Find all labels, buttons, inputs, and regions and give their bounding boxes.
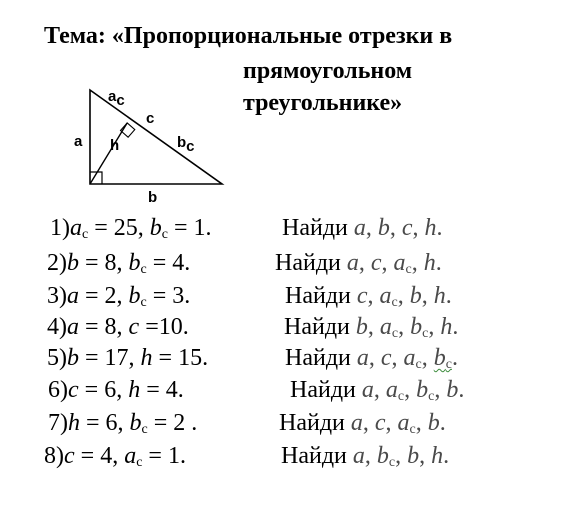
find-var-letter: c	[356, 283, 368, 309]
find-var-letter: a	[361, 377, 374, 403]
find-var-letter: c	[370, 250, 382, 276]
find-var	[434, 283, 446, 309]
find-var	[351, 410, 363, 436]
given-value: = 4.	[146, 250, 191, 276]
find-separator: ,	[421, 283, 434, 309]
find-var	[357, 345, 369, 371]
find-var-letter: b	[355, 314, 368, 340]
find-vars	[347, 250, 442, 276]
find-var-letter: b	[433, 345, 446, 371]
find-var-letter: a	[385, 377, 398, 403]
find-var	[431, 443, 443, 469]
given-var-letter: b	[67, 345, 79, 371]
find-word: Найди	[281, 443, 353, 469]
find-separator: ,	[381, 250, 394, 276]
find-var	[410, 283, 422, 309]
find-var-letter: b	[376, 443, 389, 469]
find-var-subscript: c	[409, 422, 416, 437]
find-vars	[362, 377, 464, 403]
given-value: = 17,	[79, 345, 141, 371]
find-var-subscript: c	[422, 326, 429, 341]
given-value: = 8,	[79, 250, 129, 276]
find-var	[440, 314, 452, 340]
find-separator: ,	[368, 345, 381, 371]
find-separator: ,	[367, 283, 380, 309]
given-var-letter: c	[64, 443, 75, 469]
problem-number: 2)	[47, 250, 67, 276]
find-var	[407, 443, 419, 469]
find-var-subscript: c	[388, 455, 396, 470]
given-var	[130, 410, 148, 436]
find-vars	[354, 215, 443, 241]
find-vars	[357, 283, 452, 309]
find-separator: ,	[411, 250, 424, 276]
find-var	[362, 377, 374, 403]
find-separator: ,	[385, 410, 398, 436]
given-var	[128, 377, 140, 403]
find-separator: ,	[358, 250, 371, 276]
given-var	[67, 283, 79, 309]
given-var	[67, 314, 79, 340]
given-value: = 6,	[80, 410, 130, 436]
problem-number: 1)	[50, 215, 70, 241]
given-var	[129, 314, 140, 340]
find-var-letter: b	[377, 215, 390, 241]
find-var-letter: a	[352, 443, 365, 469]
find-word: Найди	[284, 314, 356, 340]
find-var-subscript: c	[405, 262, 412, 277]
label-ac: ac	[108, 88, 125, 109]
given-var	[124, 443, 142, 469]
given-var	[129, 250, 147, 276]
given-var	[64, 443, 75, 469]
find-var	[377, 443, 395, 469]
find-separator: ,	[364, 443, 377, 469]
given-var-letter: a	[70, 215, 82, 241]
find-var-letter: h	[431, 443, 444, 469]
find-word: Найди	[290, 377, 362, 403]
find-var	[434, 345, 452, 371]
find-separator: ,	[367, 314, 380, 340]
problem-number: 4)	[47, 314, 67, 340]
find-var-letter: b	[407, 443, 420, 469]
find-word: Найди	[285, 283, 357, 309]
label-c: c	[146, 110, 155, 127]
given-var-subscript: c	[140, 262, 147, 277]
given-var-letter: b	[67, 250, 79, 276]
given-value: =10.	[139, 314, 189, 340]
find-var-letter: a	[397, 410, 410, 436]
find-separator: ,	[395, 443, 408, 469]
find-var	[416, 377, 434, 403]
find-var-subscript: c	[428, 389, 435, 404]
find-var	[357, 283, 368, 309]
given-var	[70, 215, 88, 241]
title-line-2: прямоугольном	[243, 58, 413, 84]
problem-number: 3)	[47, 283, 67, 309]
find-part	[285, 344, 458, 372]
given-var-subscript: c	[141, 422, 148, 437]
problem-number: 6)	[48, 377, 68, 403]
problem-5	[47, 344, 458, 372]
find-vars	[356, 314, 458, 340]
find-var	[375, 410, 386, 436]
find-separator: .	[452, 314, 459, 340]
find-vars	[357, 345, 458, 371]
right-triangle-figure	[70, 80, 230, 205]
find-separator: ,	[389, 215, 402, 241]
label-bc: bc	[177, 134, 195, 155]
problem-6	[48, 376, 465, 404]
find-word: Найди	[285, 345, 357, 371]
find-separator: ,	[397, 283, 410, 309]
find-separator: ,	[362, 410, 375, 436]
find-part	[284, 313, 458, 341]
problem-1	[50, 214, 443, 242]
given-var-letter: h	[68, 410, 80, 436]
find-var-letter: b	[446, 377, 459, 403]
find-word: Найди	[282, 215, 354, 241]
find-var-subscript: c	[397, 389, 405, 404]
given-value: = 6,	[78, 377, 129, 403]
find-var-letter: a	[379, 314, 392, 340]
find-var-letter: a	[353, 215, 366, 241]
find-var	[404, 345, 422, 371]
find-var	[378, 215, 390, 241]
find-separator: .	[445, 283, 452, 309]
given-var-letter: b	[128, 283, 141, 309]
given-value: = 2,	[79, 283, 129, 309]
find-var	[386, 377, 404, 403]
find-var-subscript: c	[391, 295, 398, 310]
given-var	[67, 250, 79, 276]
find-word: Найди	[279, 410, 351, 436]
find-separator: ,	[391, 345, 404, 371]
problem-4	[47, 313, 459, 341]
find-part	[282, 214, 443, 242]
problem-3	[47, 282, 452, 310]
given-value: = 15.	[152, 345, 209, 371]
find-separator: .	[451, 345, 458, 371]
find-part	[279, 409, 446, 437]
find-var-letter: b	[427, 410, 440, 436]
find-var	[347, 250, 359, 276]
find-var	[402, 215, 413, 241]
given-var	[141, 345, 153, 371]
problem-number: 5)	[47, 345, 67, 371]
label-h: h	[110, 137, 120, 154]
find-separator: .	[458, 377, 465, 403]
find-separator: ,	[373, 377, 386, 403]
problem-7	[48, 409, 446, 437]
problem-number: 8)	[44, 443, 64, 469]
find-part	[275, 249, 442, 277]
title-line-3: треугольнике»	[243, 90, 403, 116]
find-var-letter: a	[350, 410, 363, 436]
find-separator: ,	[412, 215, 425, 241]
given-value: = 2 .	[147, 410, 198, 436]
label-b: b	[148, 189, 158, 206]
find-separator: ,	[428, 314, 441, 340]
given-var-letter: c	[128, 314, 140, 340]
given-var-letter: a	[67, 283, 79, 309]
given-value: = 25,	[88, 215, 150, 241]
given-value: = 8,	[79, 314, 129, 340]
find-var	[398, 410, 416, 436]
problem-2	[47, 249, 442, 277]
find-var	[353, 443, 365, 469]
find-var	[428, 410, 440, 436]
given-var-subscript: c	[140, 295, 147, 310]
find-separator: .	[435, 250, 442, 276]
find-var-letter: c	[380, 345, 392, 371]
given-var	[150, 215, 168, 241]
find-separator: ,	[415, 410, 428, 436]
given-var-letter: c	[68, 377, 79, 403]
find-var-subscript: c	[415, 357, 422, 372]
given-value: = 4.	[140, 377, 184, 403]
find-var-letter: a	[393, 250, 406, 276]
find-var-letter: a	[379, 283, 392, 309]
given-var-letter: h	[140, 345, 153, 371]
find-var-letter: h	[440, 314, 453, 340]
given-var	[68, 410, 80, 436]
given-value: = 1.	[142, 443, 186, 469]
find-var	[424, 250, 436, 276]
find-var	[394, 250, 412, 276]
find-separator: ,	[404, 377, 417, 403]
problem-number: 7)	[48, 410, 68, 436]
given-var-subscript: c	[82, 227, 89, 242]
given-var-letter: a	[124, 443, 137, 469]
find-var-letter: h	[423, 250, 436, 276]
given-var-letter: b	[128, 250, 141, 276]
find-var	[425, 215, 437, 241]
given-var-letter: h	[128, 377, 141, 403]
find-var	[381, 345, 392, 371]
find-var	[380, 314, 398, 340]
find-var	[380, 283, 398, 309]
given-var	[68, 377, 79, 403]
find-part	[290, 376, 464, 404]
given-var	[67, 345, 79, 371]
find-var-subscript: c	[391, 326, 399, 341]
find-var	[356, 314, 368, 340]
find-var-letter: b	[410, 314, 423, 340]
find-separator: ,	[365, 215, 378, 241]
find-var	[354, 215, 366, 241]
given-value: = 1.	[167, 215, 212, 241]
find-vars	[353, 443, 449, 469]
given-value: = 4,	[74, 443, 125, 469]
title-line-1: Тема: «Пропорциональные отрезки в	[44, 23, 453, 49]
find-var-letter: b	[409, 283, 422, 309]
given-value: = 3.	[146, 283, 191, 309]
find-word: Найди	[275, 250, 347, 276]
find-var	[410, 314, 428, 340]
label-a: a	[74, 133, 83, 150]
find-separator: .	[443, 443, 450, 469]
find-var-letter: h	[424, 215, 437, 241]
given-var-subscript: c	[161, 227, 168, 242]
given-var-letter: b	[149, 215, 162, 241]
find-separator: ,	[421, 345, 434, 371]
find-var-letter: a	[403, 345, 416, 371]
find-separator: .	[439, 410, 446, 436]
find-var-letter: a	[346, 250, 359, 276]
given-var-letter: a	[67, 314, 79, 340]
find-separator: ,	[434, 377, 447, 403]
problem-8	[44, 442, 450, 470]
find-var	[446, 377, 458, 403]
find-var-subscript: c	[445, 357, 452, 372]
find-vars	[351, 410, 446, 436]
find-var-letter: b	[416, 377, 429, 403]
given-var-letter: b	[129, 410, 142, 436]
given-var	[129, 283, 147, 309]
find-part	[285, 282, 452, 310]
find-var-letter: a	[356, 345, 369, 371]
find-var	[371, 250, 382, 276]
find-separator: ,	[398, 314, 411, 340]
find-var-letter: h	[433, 283, 446, 309]
find-separator: .	[436, 215, 443, 241]
find-var-letter: c	[401, 215, 413, 241]
find-separator: ,	[419, 443, 432, 469]
given-var-subscript: c	[136, 455, 143, 470]
find-var-letter: c	[374, 410, 386, 436]
find-part	[281, 442, 449, 470]
